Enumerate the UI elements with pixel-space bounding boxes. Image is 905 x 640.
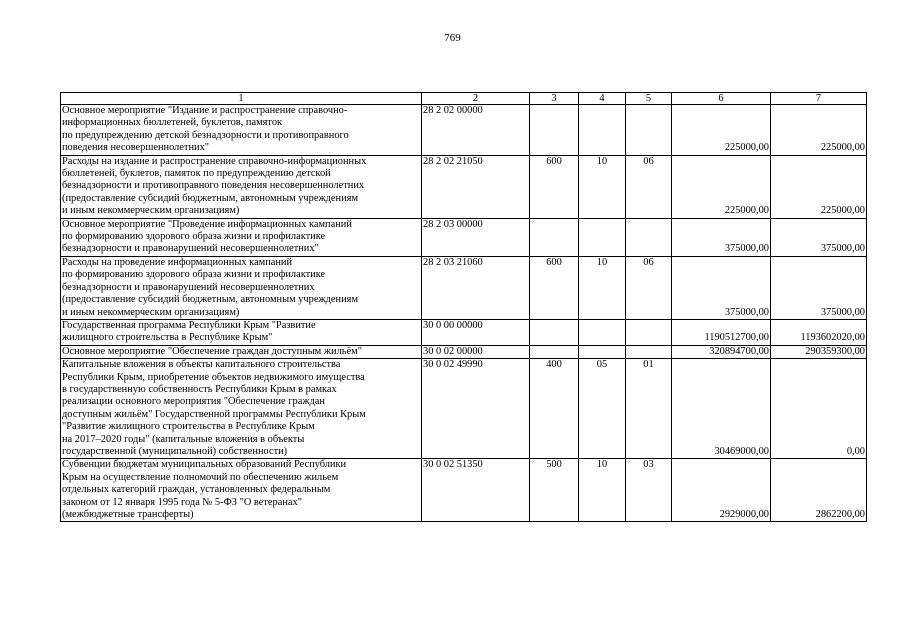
row-rz: 10 <box>579 256 626 319</box>
row-rz: 10 <box>579 459 626 522</box>
budget-table <box>60 92 867 522</box>
row-name: Основное мероприятие "Обеспечение граждан доступным жильём" <box>61 345 422 358</box>
table-row <box>61 345 867 358</box>
table-row <box>61 319 867 345</box>
row-sum-1: 225000,00 <box>672 105 771 156</box>
row-code: 30 0 02 00000 <box>422 345 530 358</box>
row-pr <box>626 345 672 358</box>
row-code: 28 2 02 00000 <box>422 105 530 156</box>
row-rz <box>579 218 626 256</box>
row-vr <box>530 105 579 156</box>
row-pr <box>626 105 672 156</box>
column-header: 5 <box>626 93 672 105</box>
column-header: 6 <box>672 93 771 105</box>
page-number: 769 <box>444 32 461 44</box>
row-pr <box>626 218 672 256</box>
table-header-row <box>61 93 867 105</box>
row-sum-1: 2929000,00 <box>672 459 771 522</box>
row-rz <box>579 105 626 156</box>
table-row <box>61 459 867 522</box>
column-header: 2 <box>422 93 530 105</box>
table-row <box>61 359 867 459</box>
table-row <box>61 155 867 218</box>
table-row <box>61 256 867 319</box>
row-pr: 06 <box>626 155 672 218</box>
row-sum-2: 290359300,00 <box>771 345 867 358</box>
row-code: 28 2 03 21060 <box>422 256 530 319</box>
column-header: 4 <box>579 93 626 105</box>
column-header: 7 <box>771 93 867 105</box>
table-row <box>61 105 867 156</box>
row-vr: 600 <box>530 155 579 218</box>
row-vr <box>530 218 579 256</box>
row-rz <box>579 319 626 345</box>
row-name: Основное мероприятие "Издание и распространение справочно- информационных бюллетеней, буклетов, памяток по предупреждению детской безнадзорности и противоправного поведения несовершеннолетних" <box>61 105 422 156</box>
row-rz: 10 <box>579 155 626 218</box>
row-sum-1: 30469000,00 <box>672 359 771 459</box>
row-name: Государственная программа Республики Крым "Развитие жилищного строительства в Республике Крым" <box>61 319 422 345</box>
row-sum-1: 375000,00 <box>672 256 771 319</box>
row-rz <box>579 345 626 358</box>
column-header: 1 <box>61 93 422 105</box>
row-sum-2: 225000,00 <box>771 105 867 156</box>
row-sum-1: 1190512700,00 <box>672 319 771 345</box>
row-vr <box>530 345 579 358</box>
row-pr: 03 <box>626 459 672 522</box>
table-row <box>61 218 867 256</box>
row-sum-2: 1193602020,00 <box>771 319 867 345</box>
row-pr <box>626 319 672 345</box>
row-sum-2: 225000,00 <box>771 155 867 218</box>
row-pr: 06 <box>626 256 672 319</box>
row-sum-2: 375000,00 <box>771 218 867 256</box>
row-sum-1: 320894700,00 <box>672 345 771 358</box>
row-vr: 600 <box>530 256 579 319</box>
row-code: 28 2 02 21050 <box>422 155 530 218</box>
row-name: Субвенции бюджетам муниципальных образований Республики Крым на осуществление полномочий по обеспечению жильем отдельных категорий граждан, установленных федеральным законом от 12 января 1995 года № 5-ФЗ "О ветеранах" (межбюджетные трансферты) <box>61 459 422 522</box>
row-sum-2: 375000,00 <box>771 256 867 319</box>
row-name: Расходы на проведение информационных кампаний по формированию здорового образа жизни и профилактике безнадзорности и правонарушений несовершеннолетних (предоставление субсидий бюджетным, автономным учреждениям и иным некоммерческим организациям) <box>61 256 422 319</box>
row-rz: 05 <box>579 359 626 459</box>
row-code: 28 2 03 00000 <box>422 218 530 256</box>
row-sum-1: 375000,00 <box>672 218 771 256</box>
column-header: 3 <box>530 93 579 105</box>
row-code: 30 0 02 51350 <box>422 459 530 522</box>
row-vr <box>530 319 579 345</box>
row-sum-2: 0,00 <box>771 359 867 459</box>
row-name: Расходы на издание и распространение справочно-информационных бюллетеней, буклетов, памяток по предупреждению детской безнадзорности и противоправного поведения несовершеннолетних (предоставление субсидий бюджетным, автономным учреждениям и иным некоммерческим организациям) <box>61 155 422 218</box>
row-vr: 400 <box>530 359 579 459</box>
row-code: 30 0 02 49990 <box>422 359 530 459</box>
row-vr: 500 <box>530 459 579 522</box>
row-code: 30 0 00 00000 <box>422 319 530 345</box>
row-sum-1: 225000,00 <box>672 155 771 218</box>
row-sum-2: 2862200,00 <box>771 459 867 522</box>
row-name: Основное мероприятие "Проведение информационных кампаний по формированию здорового образа жизни и профилактике безнадзорности и правонарушений несовершеннолетних" <box>61 218 422 256</box>
row-pr: 01 <box>626 359 672 459</box>
row-name: Капитальные вложения в объекты капитального строительства Республики Крым, приобретение объектов недвижимого имущества в государственную собственность Республики Крым в рамках реализации основного мероприятия "Обеспечение граждан доступным жильём" Государственной программы Республики Крым "Развитие жилищного строительства в Республике Крым на 2017–2020 годы" (капитальные вложения в объекты государственной (муниципальной) собственности) <box>61 359 422 459</box>
